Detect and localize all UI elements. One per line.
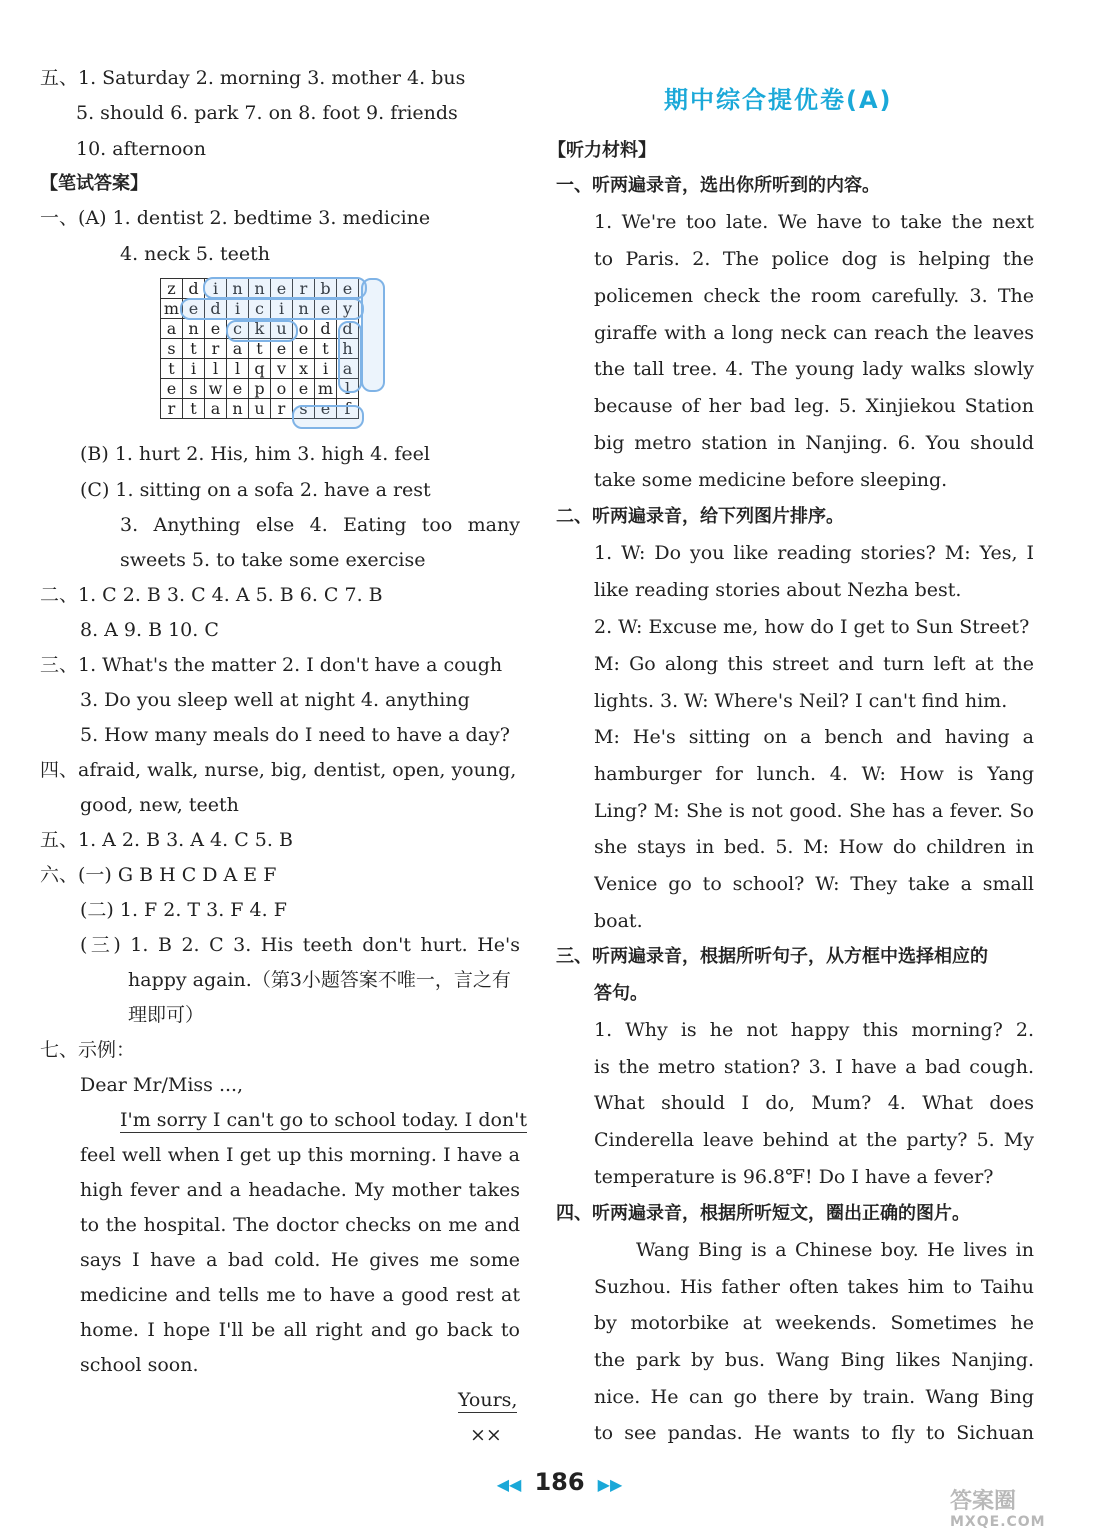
s4-line2: good, new, teeth (80, 794, 239, 816)
grid-cell: r (161, 399, 183, 419)
s1b-line4: sweets 5. to take some exercise (120, 549, 426, 571)
q3-head-line2: 答句。 (594, 983, 648, 1004)
grid-cell: o (271, 379, 293, 399)
listening-header: 【听力材料】 (548, 140, 656, 161)
grid-cell: e (227, 379, 249, 399)
q4-line3: by motorbike at weekends. Sometimes he (594, 1312, 1034, 1334)
grid-cell: t (249, 339, 271, 359)
grid-highlight-vertical-2 (361, 278, 385, 392)
q3-line2: is the metro station? 3. I have a bad cough. (594, 1056, 1034, 1078)
grid-cell: w (205, 379, 227, 399)
grid-cell: d (315, 319, 337, 339)
letter-body-line2: feel well when I get up this morning. I have a (80, 1144, 520, 1166)
section5-line3: 10. afternoon (76, 138, 206, 160)
q4-head: 四、听两遍录音，根据所听短文，圈出正确的图片。 (556, 1203, 970, 1224)
watermark-line2: MXQE.COM (950, 1514, 1046, 1530)
grid-cell: e (183, 299, 205, 319)
letter-body-line6: medicine and tells me to have a good rest at (80, 1284, 520, 1306)
letter-body-line1: I'm sorry I can't go to school today. I don't (120, 1109, 528, 1131)
grid-cell: e (271, 279, 293, 299)
grid-cell: a (227, 339, 249, 359)
s6-line5: 理即可） (128, 1004, 205, 1026)
grid-cell: u (249, 399, 271, 419)
grid-highlight-medicine (180, 298, 364, 320)
grid-cell: m (161, 299, 183, 319)
q2-line3: 2. W: Excuse me, how do I get to Sun Street? (594, 616, 1030, 638)
q1-head: 一、听两遍录音，选出你所听到的内容。 (556, 175, 880, 196)
grid-cell: e (293, 339, 315, 359)
grid-cell: t (183, 399, 205, 419)
s1-line2: 4. neck 5. teeth (120, 243, 271, 265)
grid-cell: k (249, 319, 271, 339)
prev-arrows-icon: ◀◀ (496, 1475, 522, 1494)
grid-cell: h (337, 339, 359, 359)
grid-cell: v (271, 359, 293, 379)
grid-cell: c (249, 299, 271, 319)
grid-cell: d (183, 279, 205, 299)
grid-cell: t (315, 339, 337, 359)
grid-cell: n (227, 399, 249, 419)
grid-cell: e (315, 299, 337, 319)
letter-body-line4: to the hospital. The doctor checks on me and (80, 1214, 520, 1236)
grid-cell: f (337, 399, 359, 419)
q3-line5: temperature is 96.8℉! Do I have a fever? (594, 1166, 994, 1188)
grid-cell: i (315, 359, 337, 379)
grid-cell: a (205, 399, 227, 419)
grid-cell: d (337, 319, 359, 339)
grid-cell: o (293, 319, 315, 339)
q1-line2: to Paris. 2. The police dog is helping the (594, 248, 1034, 270)
q1-line4: giraffe with a long neck can reach the leaves (594, 322, 1034, 344)
grid-cell: e (161, 379, 183, 399)
grid-cell: q (249, 359, 271, 379)
q1-line7: big metro station in Nanjing. 6. You should (594, 432, 1034, 454)
q1-line8: take some medicine before sleeping. (594, 469, 948, 491)
s3-line1: 三、1. What's the matter 2. I don't have a cough (40, 654, 503, 676)
s6-line1: 六、(一) G B H C D A E F (40, 864, 277, 886)
grid-cell: l (205, 359, 227, 379)
q2-line4: M: Go along this street and turn left at the (594, 653, 1034, 675)
grid-cell: y (337, 299, 359, 319)
grid-highlight-neck (226, 320, 298, 342)
grid-cell: u (271, 319, 293, 339)
grid-cell: z (161, 279, 183, 299)
grid-cell: t (183, 339, 205, 359)
watermark-logo (950, 1490, 1115, 1532)
grid-highlight-vertical-1 (338, 321, 362, 393)
grid-cell: m (315, 379, 337, 399)
q4-line1: Wang Bing is a Chinese boy. He lives in (636, 1239, 1034, 1261)
s6-line2: (二) 1. F 2. T 3. F 4. F (80, 899, 287, 921)
grid-cell: n (227, 279, 249, 299)
page-title: 期中综合提优卷(A) (664, 86, 893, 114)
written-answers-header: 【笔试答案】 (40, 173, 148, 194)
q2-line9: she stays in bed. 5. M: How do children in (594, 836, 1034, 858)
s4-line1: 四、afraid, walk, nurse, big, dentist, open, young, (40, 759, 517, 781)
s6-line4: happy again.（第3小题答案不唯一，言之有 (128, 969, 511, 991)
s3-line2: 3. Do you sleep well at night 4. anything (80, 689, 470, 711)
grid-cell: c (227, 319, 249, 339)
grid-cell: i (205, 279, 227, 299)
letter-body-line5: says I have a bad cold. He gives me some (80, 1249, 520, 1271)
q3-line1: 1. Why is he not happy this morning? 2. (594, 1019, 1034, 1041)
grid-cell: t (161, 359, 183, 379)
grid-row (161, 359, 359, 379)
letter-body-line7: home. I hope I'll be all right and go back to (80, 1319, 520, 1341)
grid-cell: e (205, 319, 227, 339)
q2-line7: hamburger for lunch. 4. W: How is Yang (594, 763, 1034, 785)
grid-cell: e (293, 379, 315, 399)
grid-row (161, 379, 359, 399)
grid-cell: r (271, 399, 293, 419)
grid-highlight-nurse (292, 405, 364, 429)
grid-cell: a (337, 359, 359, 379)
grid-cell: r (293, 279, 315, 299)
q2-line2: like reading stories about Nezha best. (594, 579, 962, 601)
grid-cell: p (249, 379, 271, 399)
grid-cell: i (227, 299, 249, 319)
grid-cell: e (337, 279, 359, 299)
q2-head: 二、听两遍录音，给下列图片排序。 (556, 506, 844, 527)
q4-line2: Suzhou. His father often takes him to Taihu (594, 1276, 1034, 1298)
section5-line2: 5. should 6. park 7. on 8. foot 9. friends (76, 102, 458, 124)
grid-cell: i (271, 299, 293, 319)
letter-signature: ×× (470, 1424, 502, 1446)
grid-cell: s (161, 339, 183, 359)
s7-head: 七、示例： (40, 1039, 136, 1061)
grid-highlight-dinner (203, 277, 367, 299)
page-number: 186 (534, 1468, 585, 1496)
q4-line6: to see pandas. He wants to fly to Sichuan (594, 1422, 1034, 1444)
s2-line2: 8. A 9. B 10. C (80, 619, 219, 641)
q1-line3: policemen check the room carefully. 3. The (594, 285, 1034, 307)
q1-line5: the tall tree. 4. The young lady walks slowly (594, 358, 1034, 380)
letter-body-line8: school soon. (80, 1354, 199, 1376)
q1-line1: 1. We're too late. We have to take the next (594, 211, 1034, 233)
q2-line1: 1. W: Do you like reading stories? M: Yes, I (594, 542, 1034, 564)
grid-cell: x (293, 359, 315, 379)
q4-line4: the park by bus. Wang Bing likes Nanjing. (594, 1349, 1034, 1371)
grid-cell: a (161, 319, 183, 339)
grid-cell: n (249, 279, 271, 299)
grid-cell: s (293, 399, 315, 419)
q2-line6: M: He's sitting on a bench and having a (594, 726, 1034, 748)
grid-cell: b (315, 279, 337, 299)
next-arrows-icon: ▶▶ (597, 1475, 623, 1494)
q2-line11: boat. (594, 910, 643, 932)
s1-line1: 一、(A) 1. dentist 2. bedtime 3. medicine (40, 207, 431, 229)
grid-cell: i (183, 359, 205, 379)
section5-line1: 五、1. Saturday 2. morning 3. mother 4. bus (40, 67, 466, 89)
s3-line3: 5. How many meals do I need to have a day? (80, 724, 510, 746)
q4-line5: nice. He can go there by train. Wang Bing (594, 1386, 1034, 1408)
q3-line3: What should I do, Mum? 4. What does (594, 1092, 1034, 1114)
grid-cell: e (315, 399, 337, 419)
grid-cell: r (205, 339, 227, 359)
q2-line8: Ling? M: She is not good. She has a fever. So (594, 800, 1034, 822)
s1b-line2: (C) 1. sitting on a sofa 2. have a rest (80, 479, 431, 501)
grid-cell: s (183, 379, 205, 399)
s5-line: 五、1. A 2. B 3. A 4. C 5. B (40, 829, 293, 851)
q1-line6: because of her bad leg. 5. Xinjiekou Station (594, 395, 1034, 417)
grid-cell: d (205, 299, 227, 319)
grid-cell: n (183, 319, 205, 339)
grid-cell: l (227, 359, 249, 379)
q3-line4: Cinderella leave behind at the party? 5. My (594, 1129, 1034, 1151)
q2-line10: Venice go to school? W: They take a small (594, 873, 1034, 895)
q3-head-line1: 三、听两遍录音，根据所听句子，从方框中选择相应的 (556, 946, 988, 967)
q2-line5: lights. 3. W: Where's Neil? I can't find him. (594, 690, 1008, 712)
letter-body-line3: high fever and a headache. My mother takes (80, 1179, 520, 1201)
letter-salutation: Dear Mr/Miss ..., (80, 1074, 244, 1096)
s1b-line3: 3. Anything else 4. Eating too many (120, 514, 520, 536)
letter-closing: Yours, (458, 1389, 518, 1411)
s1b-line1: (B) 1. hurt 2. His, him 3. high 4. feel (80, 443, 430, 465)
s2-line1: 二、1. C 2. B 3. C 4. A 5. B 6. C 7. B (40, 584, 383, 606)
s6-line3: (三) 1. B 2. C 3. His teeth don't hurt. He's (80, 934, 520, 956)
grid-cell: e (271, 339, 293, 359)
grid-cell: n (293, 299, 315, 319)
watermark-line1: 答案圈 (950, 1489, 1017, 1514)
grid-cell: l (337, 379, 359, 399)
